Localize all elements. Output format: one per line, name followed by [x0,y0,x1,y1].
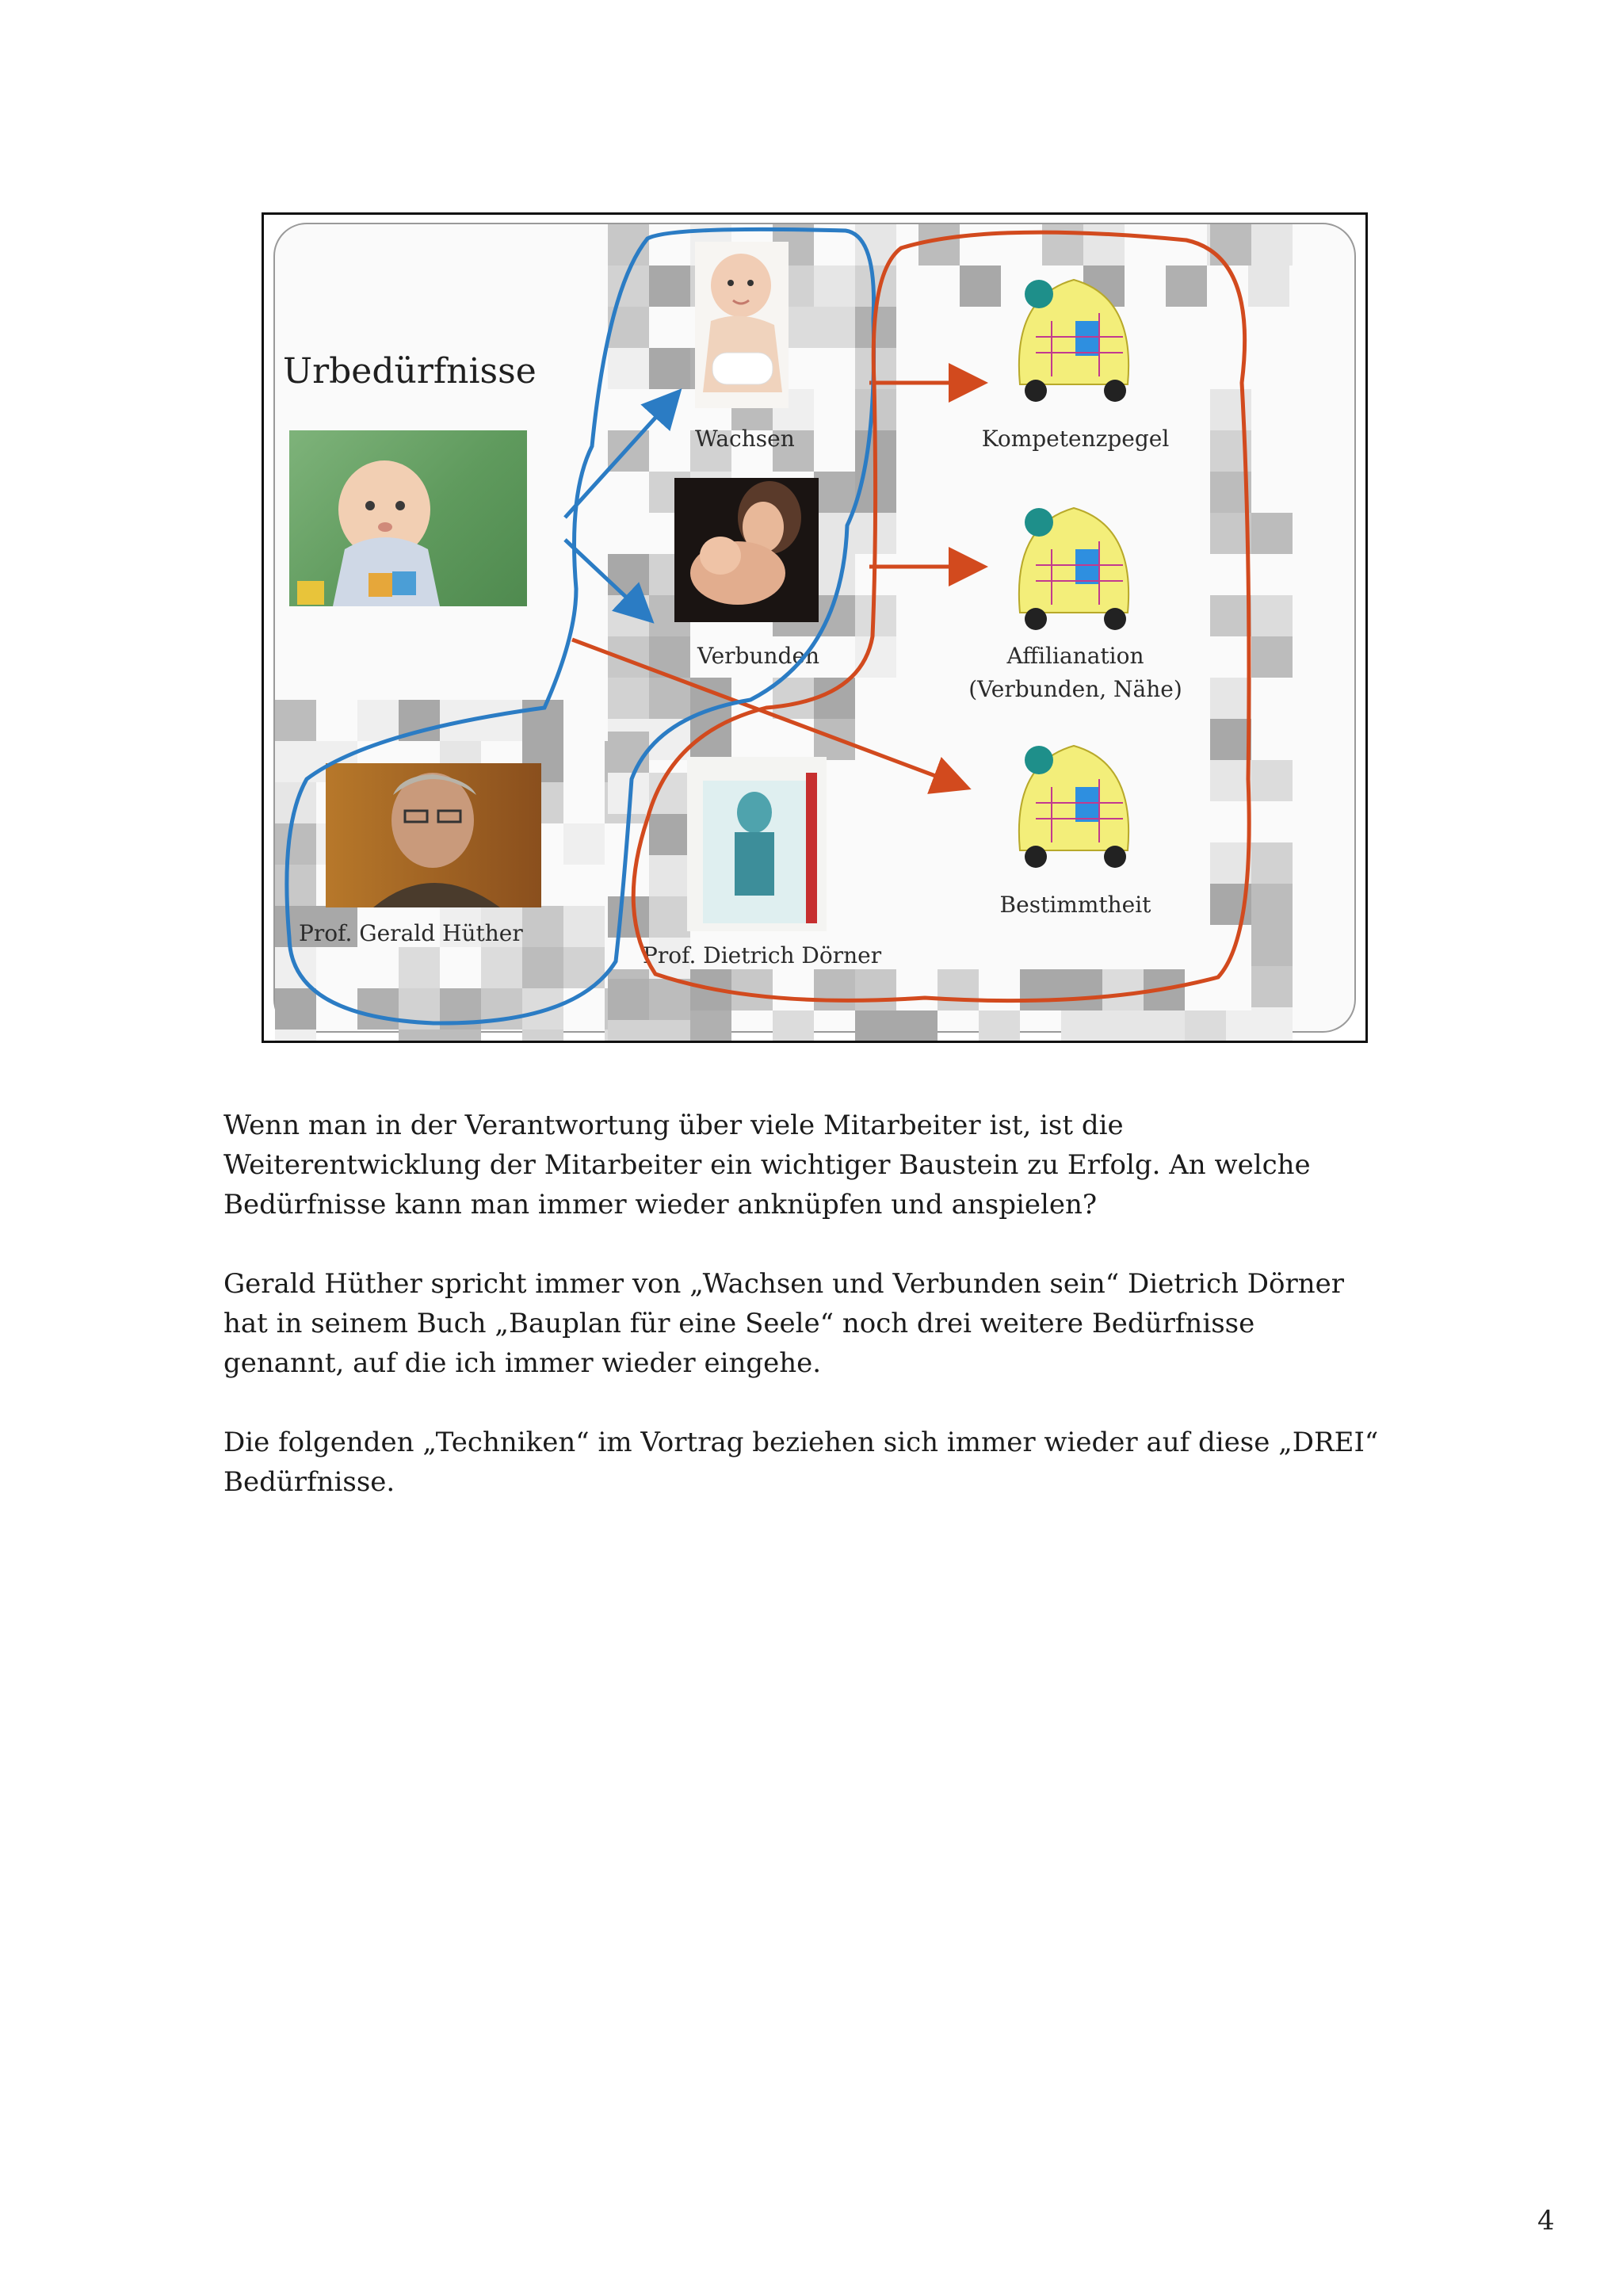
label-kompetenzpegel: Kompetenzpegel [981,426,1170,452]
slide-title: Urbedürfnisse [283,351,537,392]
label-gerald-huether: Prof. Gerald Hüther [299,920,523,946]
arrow-to-bestimmtheit [572,640,957,784]
paragraph-1: Wenn man in der Verantwortung über viele Mitarbeiter ist, ist die Weiterentwicklung der Mitarbeiter ein wichtiger Baustein zu Erfolg. An welche Bedürfnisse kann man immer wieder anknüpfen und anspielen? [223,1110,1311,1221]
slide-image-frame [262,212,1368,1043]
label-wachsen: Wachsen [695,426,795,452]
label-affilianation: Affilianation [1006,643,1144,669]
arrow-to-wachsen [565,400,671,518]
annotation-overlay [275,224,1358,1034]
orange-outline [633,232,1249,1001]
paragraph-2: Gerald Hüther spricht immer von „Wachsen und Verbunden sein“ Dietrich Dörner hat in seinem Buch „Bauplan für eine Seele“ noch drei weitere Bedürfnisse genannt, auf die ich immer wieder eingehe. [223,1268,1344,1379]
blue-outline [287,229,874,1023]
label-dietrich-doerner: Prof. Dietrich Dörner [643,942,882,968]
page-number: 4 [1537,2205,1555,2237]
paragraph-3: Die folgenden „Techniken“ im Vortrag beziehen sich immer wieder auf diese „DREI“ Bedürfnisse. [223,1427,1379,1498]
label-bestimmtheit: Bestimmtheit [999,892,1151,918]
slide [273,223,1356,1033]
label-verbunden: Verbunden [697,643,820,669]
label-affilianation-detail: (Verbunden, Nähe) [968,676,1182,702]
